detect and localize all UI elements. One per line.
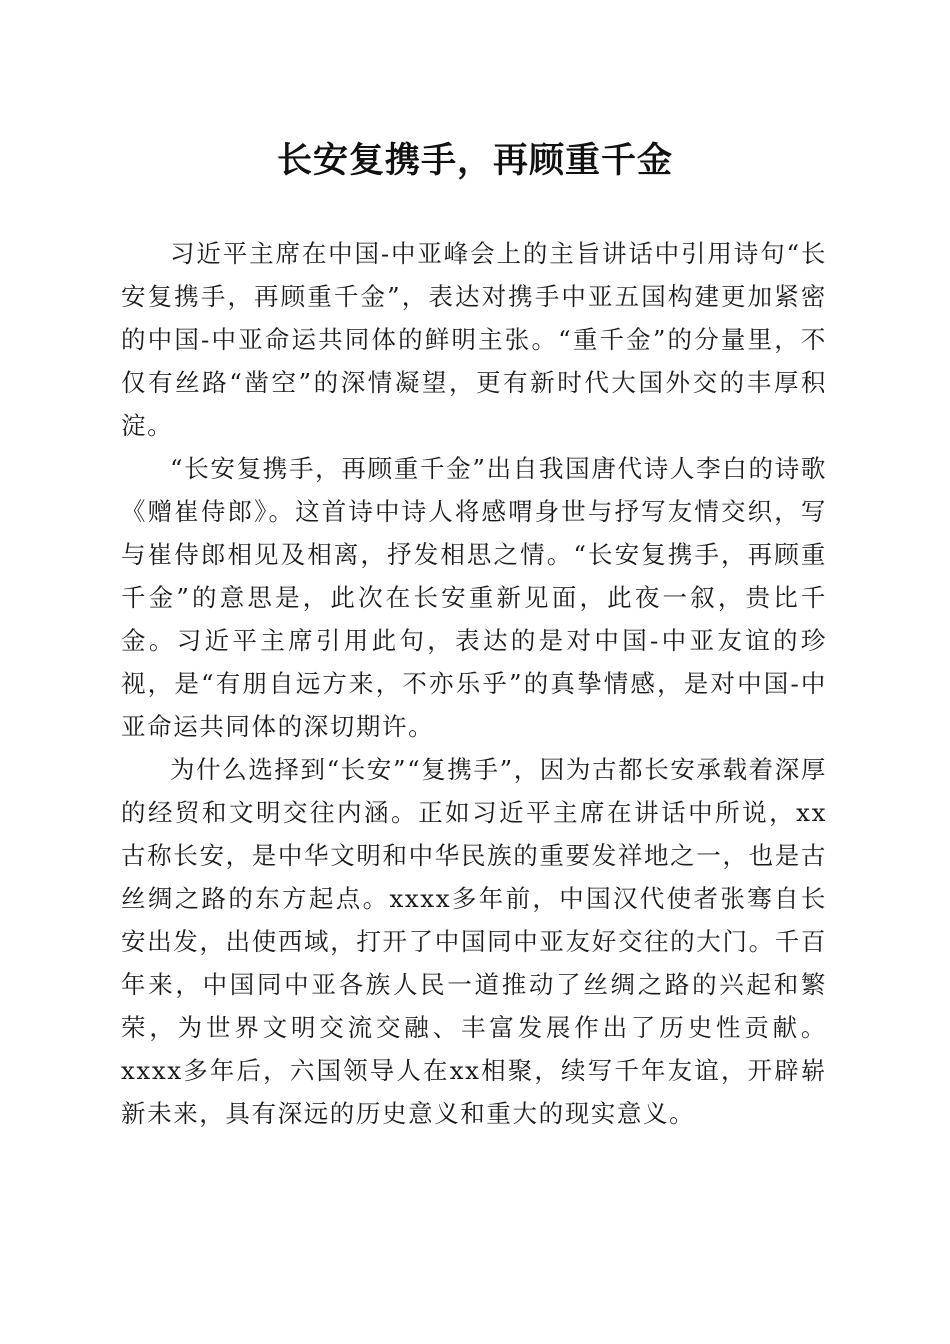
paragraph-2: “长安复携手，再顾重千金”出自我国唐代诗人李白的诗歌《赠崔侍郎》。这首诗中诗人将感喟身世与抒写友情交织，写与崔侍郎相见及相离，抒发相思之情。“长安复携手，再顾重千金”的意思是，此次在长安重新见面，此夜一叙，贵比千金。习近平主席引用此句，表达的是对中国-中亚友谊的珍视，是“有朋自远方来，不亦乐乎”的真挚情感，是对中国-中亚命运共同体的深切期许。 [121, 454, 827, 741]
paragraph-3: 为什么选择到“长安”“复携手”，因为古都长安承载着深厚的经贸和文明交往内涵。正如习近平主席在讲话中所说，xx古称长安，是中华文明和中华民族的重要发祥地之一，也是古丝绸之路的东方起点。xxxx多年前，中国汉代使者张骞自长安出发，出使西域，打开了中国同中亚友好交往的大门。千百年来，中国同中亚各族人民一道推动了丝绸之路的兴起和繁荣，为世界文明交流交融、丰富发展作出了历史性贡献。xxxx多年后，六国领导人在xx相聚，续写千年友谊，开辟崭新未来，具有深远的历史意义和重大的现实意义。 [121, 755, 827, 1128]
paragraph-1: 习近平主席在中国-中亚峰会上的主旨讲话中引用诗句“长安复携手，再顾重千金”，表达对携手中亚五国构建更加紧密的中国-中亚命运共同体的鲜明主张。“重千金”的分量里，不仅有丝路“凿空”的深情凝望，更有新时代大国外交的丰厚积淀。 [121, 239, 827, 440]
document-title: 长安复携手，再顾重千金 [276, 140, 673, 181]
document-body [121, 232, 827, 1135]
